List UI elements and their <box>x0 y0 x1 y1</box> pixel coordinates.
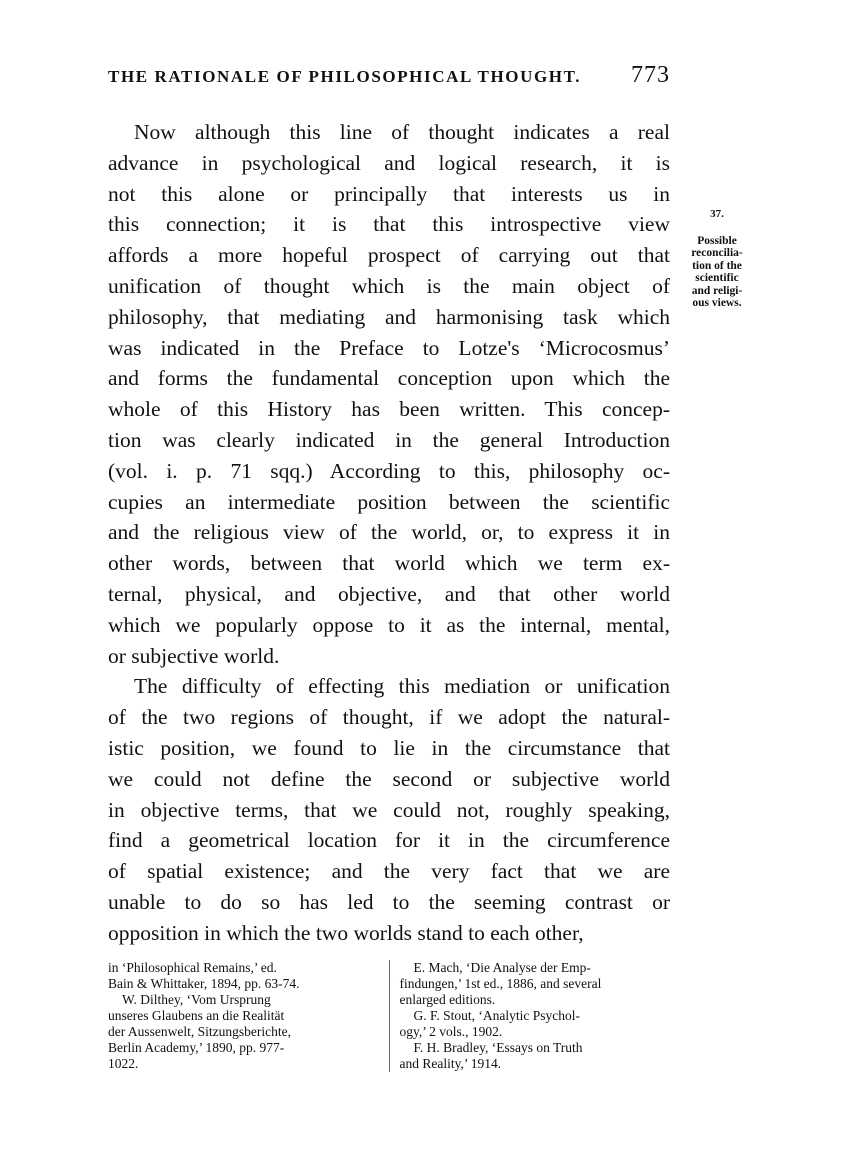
margin-note-number: 37. <box>710 208 724 220</box>
text-line: philosophy, that mediating and harmonising task which <box>108 304 670 329</box>
text-line: tion was clearly indicated in the general Introduction <box>108 427 670 452</box>
margin-note-line: scientific <box>695 272 739 284</box>
text-line: we could not define the second or subjective world <box>108 766 670 791</box>
footnote-entry <box>108 992 379 1072</box>
text-line: affords a more hopeful prospect of carrying out that <box>108 243 670 268</box>
text-line: and the religious view of the world, or, to express it in <box>108 520 670 545</box>
footnote-line: E. Mach, ‘Die Analyse der Emp- <box>413 960 591 975</box>
text-line: ternal, physical, and objective, and that other world <box>108 581 670 606</box>
text-line: other words, between that world which we term ex- <box>108 551 670 576</box>
text-line: Now although this line of thought indicates a real <box>134 120 670 144</box>
footnote-line: and Reality,’ 1914. <box>399 1056 502 1071</box>
margin-note-line: and religi- <box>691 284 743 297</box>
footnotes <box>108 960 670 1072</box>
margin-note-line: reconcilia- <box>691 247 743 259</box>
text-line: of the two regions of thought, if we adopt the natural- <box>108 705 670 730</box>
footnote-entry <box>400 1008 671 1040</box>
footnote-line: W. Dilthey, ‘Vom Ursprung <box>122 992 271 1007</box>
footnote-entry <box>400 1040 671 1072</box>
text-line: was indicated in the Preface to Lotze's ‘Microcosmus’ <box>108 335 670 360</box>
footnote-line: ogy,’ 2 vols., 1902. <box>399 1024 503 1039</box>
text-line: (vol. i. p. 71 sqq.) According to this, philosophy oc- <box>108 458 670 483</box>
footnote-line: G. F. Stout, ‘Analytic Psychol- <box>413 1008 581 1023</box>
margin-note-text <box>677 235 757 310</box>
footnote-line: F. H. Bradley, ‘Essays on Truth <box>413 1040 583 1055</box>
footnote-line: Berlin Academy,’ 1890, pp. 977- <box>108 1040 285 1055</box>
text-line: advance in psychological and logical research, it is <box>108 150 670 175</box>
footnote-line: in ‘Philosophical Remains,’ ed. <box>108 960 277 975</box>
footnote-line: unseres Glaubens an die Realität <box>108 1008 285 1023</box>
footnote-line: Bain & Whittaker, 1894, pp. 63-74. <box>108 976 300 991</box>
body-text <box>108 117 670 949</box>
paragraph-1 <box>108 117 670 671</box>
text-line: which we popularly oppose to it as the internal, mental, <box>108 612 670 637</box>
text-line: whole of this History has been written. This concep- <box>108 397 670 422</box>
running-head <box>108 62 670 89</box>
text-line: in objective terms, that we could not, roughly speaking, <box>108 797 670 822</box>
text-line: or subjective world. <box>108 643 280 668</box>
text-line: this connection; it is that this introspective view <box>108 212 670 237</box>
text-line: The difficulty of effecting this mediation or unification <box>134 674 670 699</box>
text-line: find a geometrical location for it in the circumference <box>108 828 670 853</box>
margin-note-line: Possible <box>697 234 737 247</box>
margin-note-line: tion of the <box>692 259 742 272</box>
footnote-entry <box>108 960 379 992</box>
text-line: not this alone or principally that interests us in <box>108 181 670 206</box>
footnote-line: enlarged editions. <box>399 992 496 1007</box>
text-line: opposition in which the two worlds stand to each other, <box>108 920 584 945</box>
text-line: of spatial existence; and the very fact that we are <box>108 859 670 884</box>
footnote-line: 1022. <box>108 1056 139 1071</box>
margin-note-line: ous views. <box>692 297 742 309</box>
text-line: istic position, we found to lie in the circumstance that <box>108 735 670 760</box>
page-number: 773 <box>631 62 670 88</box>
text-line: unable to do so has led to the seeming contrast or <box>108 889 670 914</box>
text-line: unification of thought which is the main object of <box>108 273 670 298</box>
footnote-entry <box>400 960 671 1008</box>
footnote-line: findungen,’ 1st ed., 1886, and several <box>399 976 602 991</box>
margin-note <box>677 208 757 310</box>
text-line: cupies an intermediate position between the scientific <box>108 489 670 514</box>
footnotes-left-column <box>108 960 390 1072</box>
running-title: THE RATIONALE OF PHILOSOPHICAL THOUGHT. <box>108 67 582 86</box>
text-line: and forms the fundamental conception upon which the <box>108 366 670 391</box>
paragraph-2 <box>108 671 670 948</box>
footnotes-right-column <box>390 960 671 1072</box>
footnote-line: der Aussenwelt, Sitzungsberichte, <box>108 1024 291 1039</box>
